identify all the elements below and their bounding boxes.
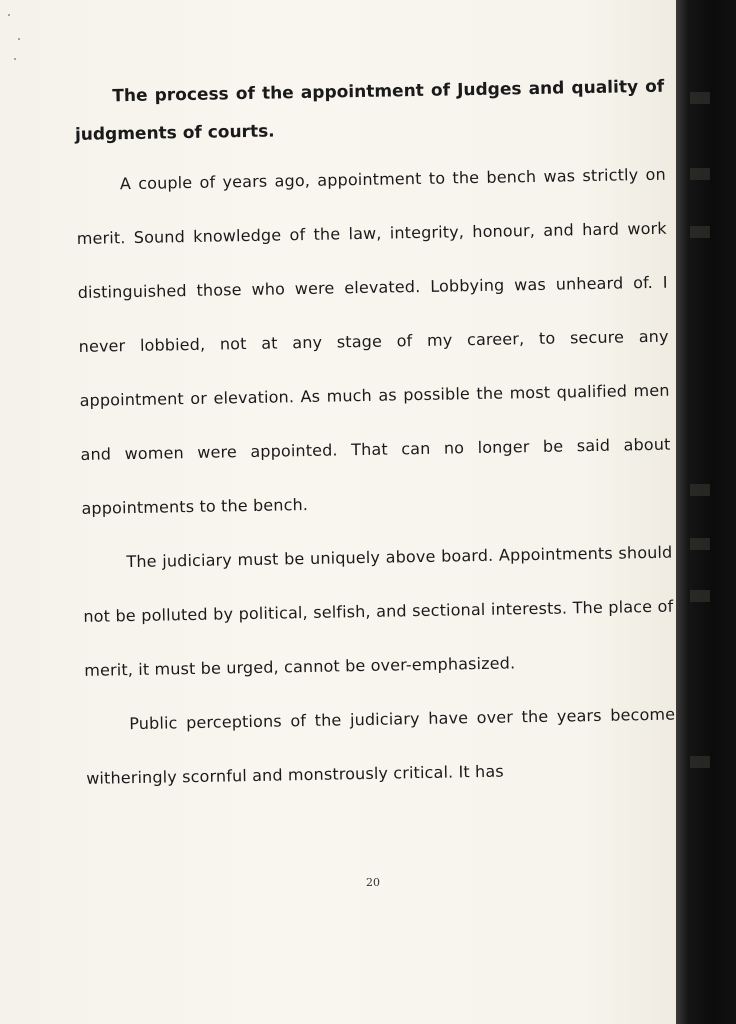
scanner-shadow-edge [676,0,736,1024]
margin-mark [8,14,10,16]
bleed-through-mark [690,226,710,238]
body-paragraph: A couple of years ago, appointment to the bench was strictly on merit. Sound knowledge of the law, integrity, honour, and hard work distinguished those who were elevated. Lobbying was unheard of. I never lobbied, not at any stage of my career, to secure any appointment or elevation. As much as possible the most qualified men and women were appointed. That can no longer be said about appointments to the bench. [76,164,671,518]
section-heading: The process of the appointment of Judges and quality of judgments of courts. [74,76,665,145]
bleed-through-mark [690,484,710,496]
body-paragraph: Public perceptions of the judiciary have over the years become witheringly scornful and monstrously critical. It has [86,704,676,788]
margin-mark [14,58,16,60]
bleed-through-mark [690,538,710,550]
page-body [74,68,677,806]
page-number: 20 [366,876,380,889]
bleed-through-mark [690,756,710,768]
bleed-through-mark [690,168,710,180]
bleed-through-mark [690,92,710,104]
margin-mark [18,38,20,40]
bleed-through-mark [690,590,710,602]
body-paragraph: The judiciary must be uniquely above board. Appointments should not be polluted by political, selfish, and sectional interests. The place of merit, it must be urged, cannot be over-emphasized. [83,542,674,680]
